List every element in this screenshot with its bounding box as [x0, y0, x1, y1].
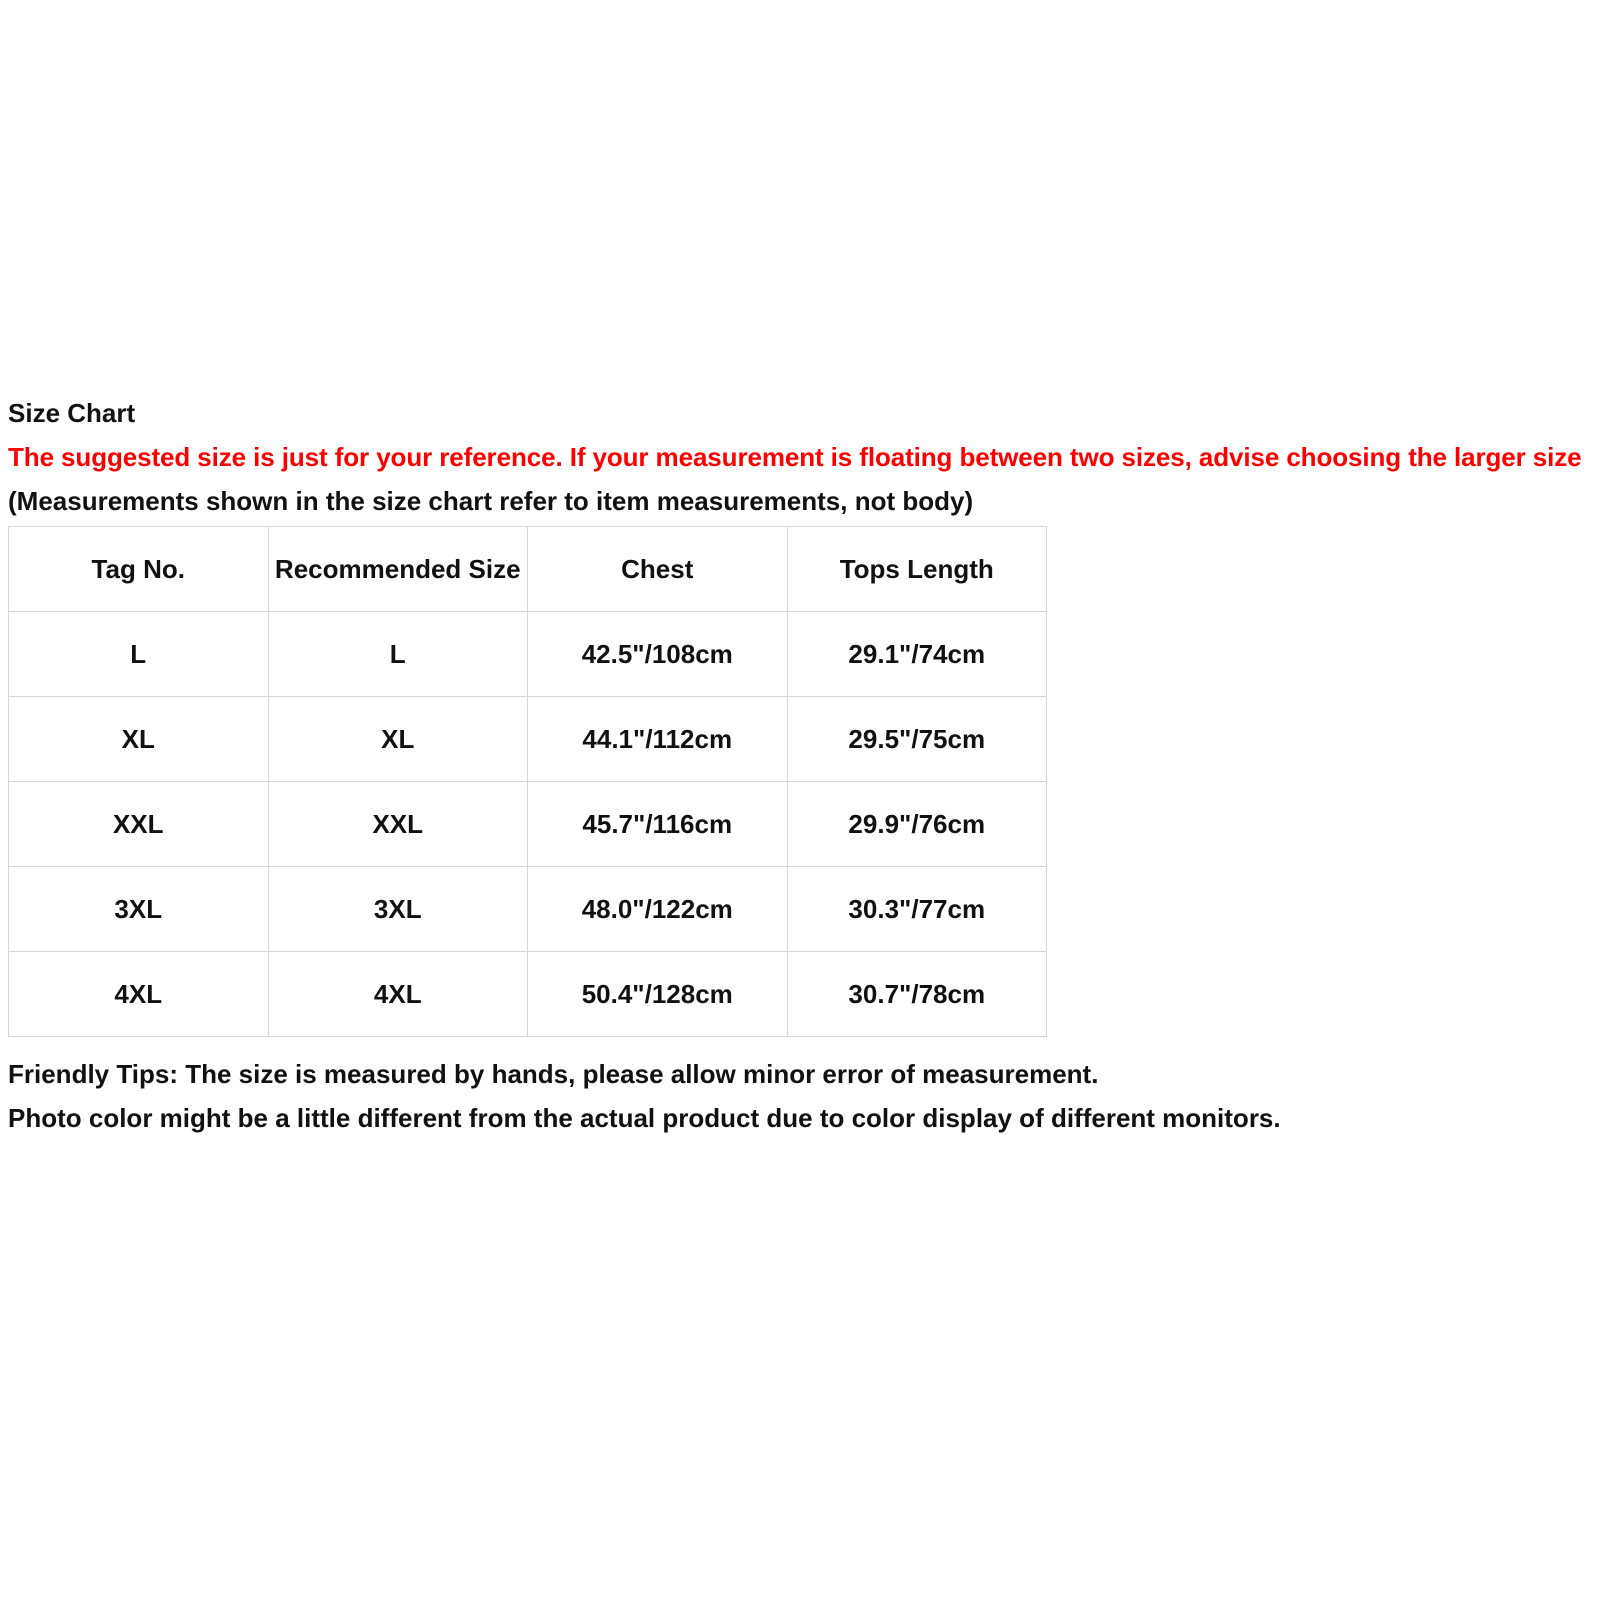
table-header-row: [9, 527, 1047, 612]
cell-tops-length: 29.5"/75cm: [787, 697, 1047, 782]
cell-tag-no: XXL: [9, 782, 269, 867]
size-table: [8, 526, 1047, 1037]
cell-tag-no: 4XL: [9, 952, 269, 1037]
cell-chest: 45.7"/116cm: [528, 782, 788, 867]
cell-recommended-size: XL: [268, 697, 528, 782]
table-row: [9, 697, 1047, 782]
header-recommended-size: Recommended Size: [268, 527, 528, 612]
header-tops-length: Tops Length: [787, 527, 1047, 612]
cell-chest: 50.4"/128cm: [528, 952, 788, 1037]
header-tag-no: Tag No.: [9, 527, 269, 612]
cell-tag-no: 3XL: [9, 867, 269, 952]
page-title: Size Chart: [8, 398, 136, 428]
cell-chest: 44.1"/112cm: [528, 697, 788, 782]
cell-recommended-size: L: [268, 612, 528, 697]
cell-tops-length: 29.9"/76cm: [787, 782, 1047, 867]
friendly-tip: Friendly Tips: The size is measured by hands, please allow minor error of measurement.: [8, 1059, 1099, 1089]
cell-tops-length: 30.3"/77cm: [787, 867, 1047, 952]
table-row: [9, 782, 1047, 867]
size-chart-document: [8, 398, 1598, 1147]
cell-recommended-size: 3XL: [268, 867, 528, 952]
cell-tag-no: XL: [9, 697, 269, 782]
cell-tops-length: 30.7"/78cm: [787, 952, 1047, 1037]
cell-chest: 42.5"/108cm: [528, 612, 788, 697]
size-notice: The suggested size is just for your reference. If your measurement is floating between two sizes, advise choosing the larger size: [8, 442, 1582, 472]
cell-tops-length: 29.1"/74cm: [787, 612, 1047, 697]
table-row: [9, 612, 1047, 697]
table-row: [9, 952, 1047, 1037]
header-chest: Chest: [528, 527, 788, 612]
cell-chest: 48.0"/122cm: [528, 867, 788, 952]
cell-recommended-size: XXL: [268, 782, 528, 867]
tips-section: [8, 1059, 1598, 1133]
color-disclaimer: Photo color might be a little different from the actual product due to color display of different monitors.: [8, 1103, 1281, 1133]
table-row: [9, 867, 1047, 952]
cell-recommended-size: 4XL: [268, 952, 528, 1037]
measurement-note: (Measurements shown in the size chart refer to item measurements, not body): [8, 486, 974, 516]
cell-tag-no: L: [9, 612, 269, 697]
